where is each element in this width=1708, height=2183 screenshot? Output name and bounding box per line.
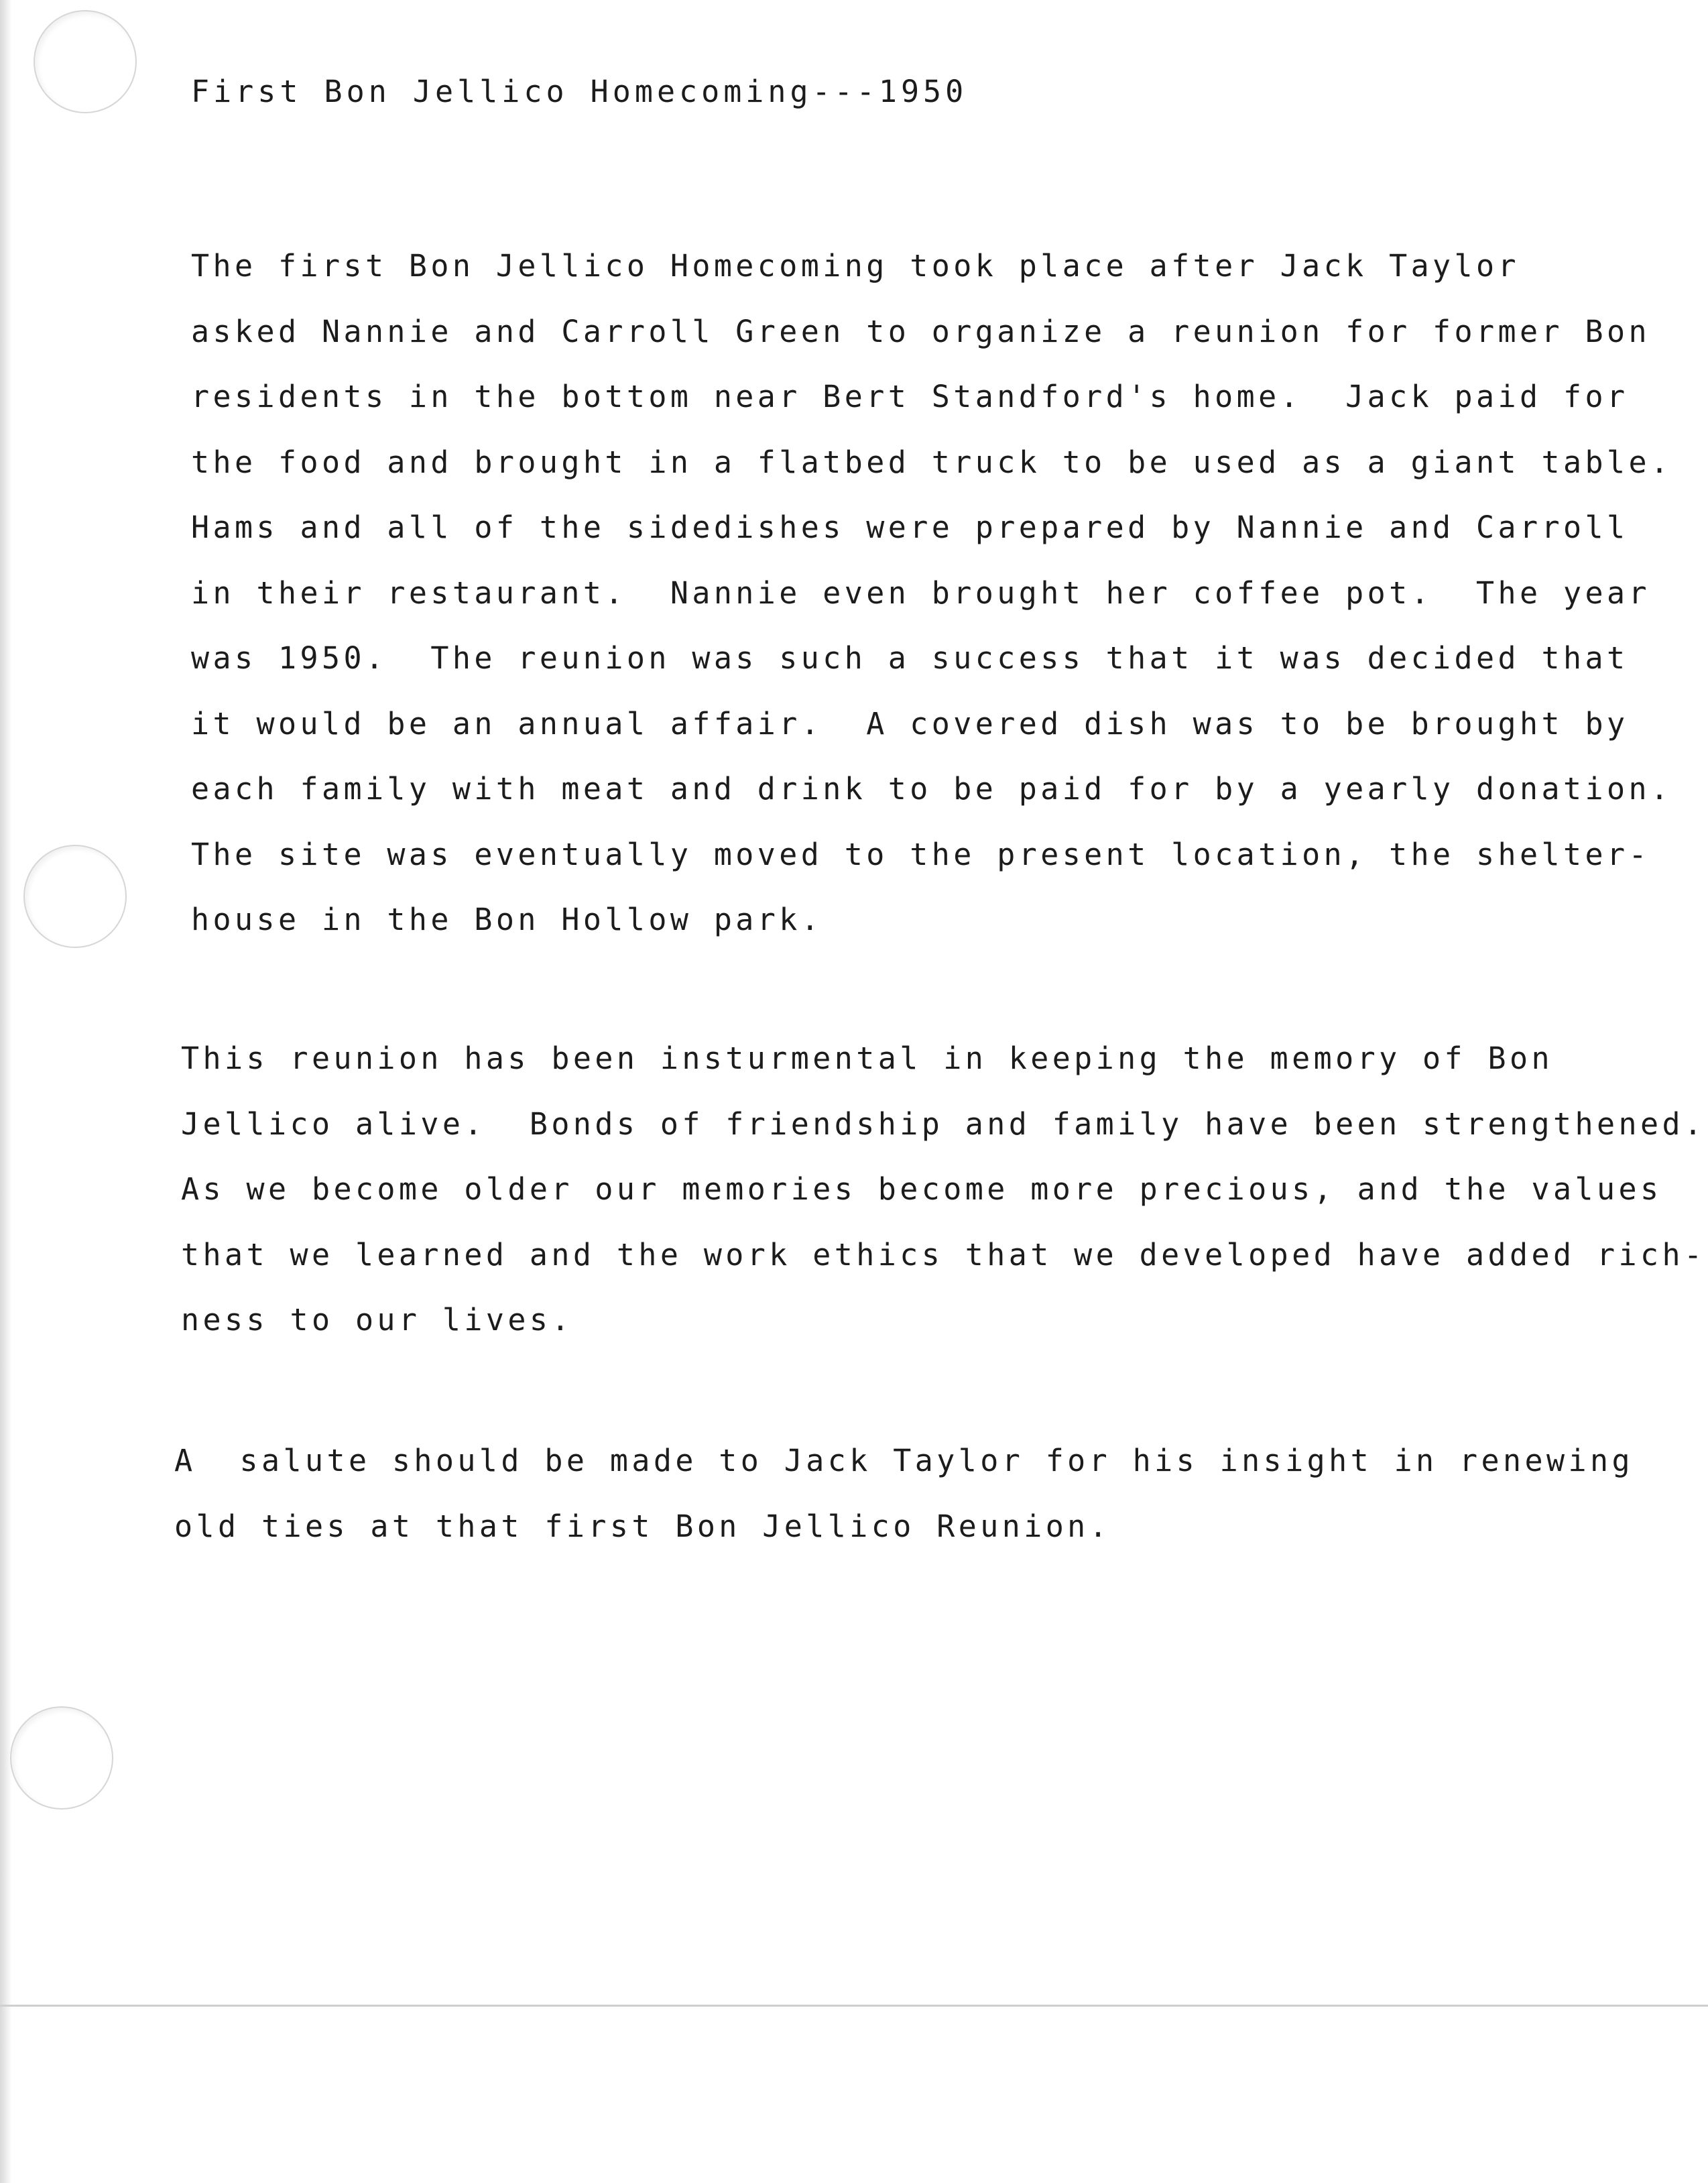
punch-hole [10, 1706, 113, 1810]
text-line: old ties at that first Bon Jellico Reunion. [174, 1508, 1111, 1544]
text-line: A salute should be made to Jack Taylor for his insight in renewing [174, 1443, 1634, 1478]
paragraph [181, 1026, 1706, 1353]
text-line: asked Nannie and Carroll Green to organize a reunion for former Bon [191, 313, 1650, 349]
text-line: house in the Bon Hollow park. [191, 902, 823, 937]
scan-edge-line [0, 2005, 1708, 2007]
text-line: As we become older our memories become more precious, and the values [181, 1171, 1662, 1207]
text-line: residents in the bottom near Bert Standford's home. Jack paid for [191, 379, 1629, 414]
punch-hole [34, 10, 137, 113]
text-line: This reunion has been insturmental in keeping the memory of Bon [181, 1041, 1554, 1076]
text-line: that we learned and the work ethics that we developed have added rich- [181, 1236, 1706, 1273]
text-line: in their restaurant. Nannie even brought her coffee pot. The year [191, 575, 1650, 611]
text-line: the food and brought in a flatbed truck to be used as a giant table. [191, 444, 1672, 480]
punch-hole [23, 845, 127, 948]
text-line: Jellico alive. Bonds of friendship and family have been strengthened. [181, 1106, 1706, 1142]
document-title: First Bon Jellico Homecoming---1950 [191, 74, 968, 109]
scan-edge-shadow [0, 0, 12, 2183]
text-line: The site was eventually moved to the present location, the shelter- [191, 836, 1650, 872]
text-line: each family with meat and drink to be paid for by a yearly donation. [191, 771, 1672, 807]
paragraph [191, 233, 1672, 953]
text-line: The first Bon Jellico Homecoming took place after Jack Taylor [191, 248, 1520, 284]
paragraph [174, 1428, 1634, 1559]
text-line: was 1950. The reunion was such a success that it was decided that [191, 640, 1629, 676]
text-line: it would be an annual affair. A covered dish was to be brought by [191, 705, 1629, 742]
text-line: ness to our lives. [181, 1302, 573, 1338]
text-line: Hams and all of the sidedishes were prepared by Nannie and Carroll [191, 510, 1629, 545]
